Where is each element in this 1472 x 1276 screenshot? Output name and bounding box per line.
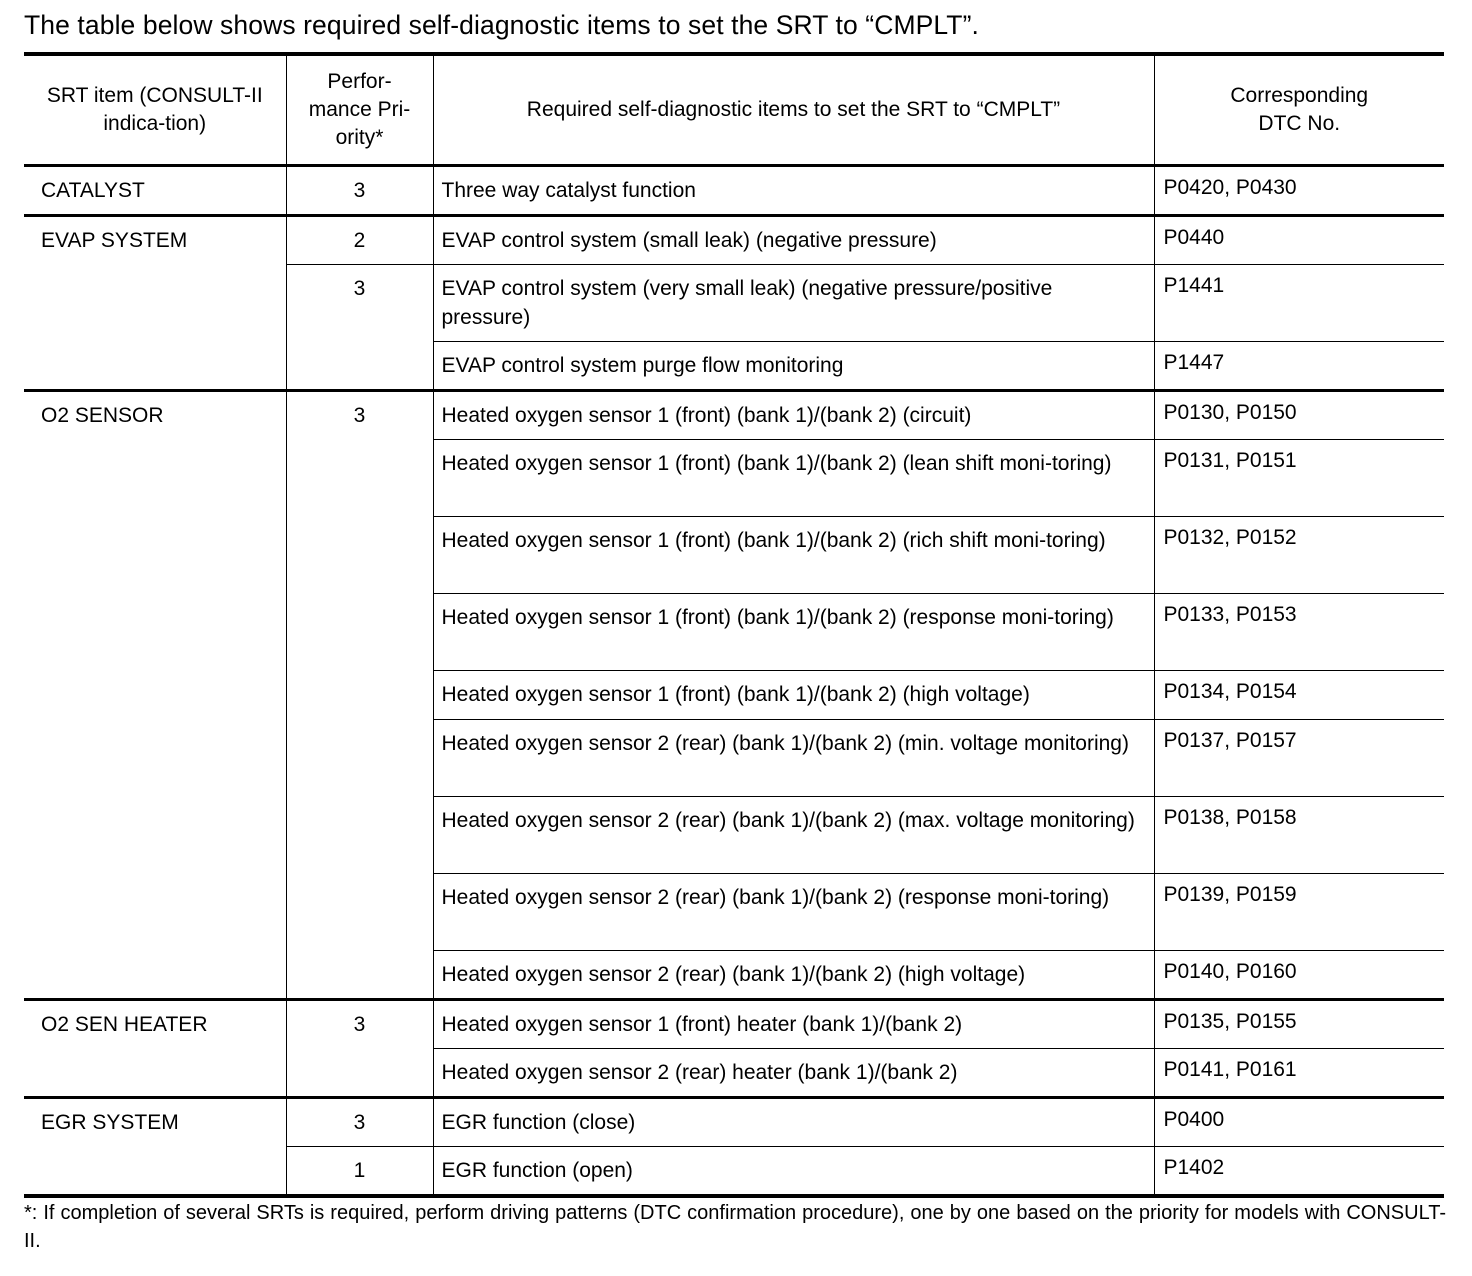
priority-cell: 3 xyxy=(286,265,433,391)
group-o2-sen-heater xyxy=(24,1000,1444,1098)
dtc-cell: P1402 xyxy=(1154,1147,1444,1197)
dtc-cell: P0141, P0161 xyxy=(1154,1049,1444,1098)
required-item-cell: Heated oxygen sensor 2 (rear) (bank 1)/(bank 2) (min. voltage monitoring) xyxy=(433,720,1154,797)
required-item-cell: Heated oxygen sensor 1 (front) (bank 1)/(bank 2) (response moni-toring) xyxy=(433,594,1154,671)
priority-cell: 2 xyxy=(286,216,433,265)
dtc-cell: P0137, P0157 xyxy=(1154,720,1444,797)
intro-text: The table below shows required self-diagnostic items to set the SRT to “CMPLT”. xyxy=(24,10,979,40)
dtc-cell: P0420, P0430 xyxy=(1154,166,1444,216)
required-item-cell: Heated oxygen sensor 2 (rear) (bank 1)/(bank 2) (max. voltage monitoring) xyxy=(433,797,1154,874)
priority-cell: 3 xyxy=(286,166,433,216)
srt-item-cell: O2 SENSOR xyxy=(24,391,286,1000)
footnote: *: If completion of several SRTs is required, perform driving patterns (DTC confirmation procedure), one by one based on the priority for models with CONSULT-II. xyxy=(24,1202,1446,1252)
dtc-cell: P0138, P0158 xyxy=(1154,797,1444,874)
required-item-cell: EVAP control system (small leak) (negative pressure) xyxy=(433,216,1154,265)
srt-item-cell: EGR SYSTEM xyxy=(24,1098,286,1197)
dtc-cell: P0130, P0150 xyxy=(1154,391,1444,440)
required-item-cell: EVAP control system purge flow monitoring xyxy=(433,342,1154,391)
required-item-cell: Heated oxygen sensor 1 (front) (bank 1)/(bank 2) (lean shift moni-toring) xyxy=(433,440,1154,517)
priority-cell: 1 xyxy=(286,1147,433,1197)
srt-item-cell: CATALYST xyxy=(24,166,286,216)
header-required: Required self-diagnostic items to set the SRT to “CMPLT” xyxy=(433,54,1154,166)
required-item-cell: EGR function (open) xyxy=(433,1147,1154,1197)
dtc-cell: P0400 xyxy=(1154,1098,1444,1147)
dtc-cell: P0139, P0159 xyxy=(1154,874,1444,951)
required-item-cell: Heated oxygen sensor 1 (front) (bank 1)/(bank 2) (circuit) xyxy=(433,391,1154,440)
header-priority: Perfor-mance Pri-ority* xyxy=(286,54,433,166)
table-row xyxy=(24,1098,1444,1147)
dtc-cell: P1447 xyxy=(1154,342,1444,391)
group-evap xyxy=(24,216,1444,391)
dtc-cell: P1441 xyxy=(1154,265,1444,342)
dtc-cell: P0440 xyxy=(1154,216,1444,265)
group-catalyst xyxy=(24,166,1444,216)
required-item-cell: Heated oxygen sensor 1 (front) heater (bank 1)/(bank 2) xyxy=(433,1000,1154,1049)
required-item-cell: Heated oxygen sensor 2 (rear) (bank 1)/(bank 2) (response moni-toring) xyxy=(433,874,1154,951)
group-o2-sensor xyxy=(24,391,1444,1000)
required-item-cell: EGR function (close) xyxy=(433,1098,1154,1147)
table-row xyxy=(24,216,1444,265)
header-dtc: Corresponding DTC No. xyxy=(1154,54,1444,166)
dtc-cell: P0134, P0154 xyxy=(1154,671,1444,720)
group-egr-system xyxy=(24,1098,1444,1197)
srt-item-cell: EVAP SYSTEM xyxy=(24,216,286,391)
priority-cell: 3 xyxy=(286,391,433,1000)
table-row xyxy=(24,166,1444,216)
dtc-cell: P0132, P0152 xyxy=(1154,517,1444,594)
table-row xyxy=(24,1000,1444,1049)
srt-table xyxy=(24,52,1444,1198)
required-item-cell: Heated oxygen sensor 1 (front) (bank 1)/(bank 2) (rich shift moni-toring) xyxy=(433,517,1154,594)
header-srt-item: SRT item (CONSULT-II indica-tion) xyxy=(24,54,286,166)
header-row xyxy=(24,54,1444,166)
srt-item-cell: O2 SEN HEATER xyxy=(24,1000,286,1098)
dtc-cell: P0140, P0160 xyxy=(1154,951,1444,1000)
dtc-cell: P0131, P0151 xyxy=(1154,440,1444,517)
dtc-cell: P0133, P0153 xyxy=(1154,594,1444,671)
required-item-cell: EVAP control system (very small leak) (negative pressure/positive pressure) xyxy=(433,265,1154,342)
required-item-cell: Heated oxygen sensor 1 (front) (bank 1)/(bank 2) (high voltage) xyxy=(433,671,1154,720)
priority-cell: 3 xyxy=(286,1000,433,1098)
priority-cell: 3 xyxy=(286,1098,433,1147)
required-item-cell: Three way catalyst function xyxy=(433,166,1154,216)
required-item-cell: Heated oxygen sensor 2 (rear) (bank 1)/(bank 2) (high voltage) xyxy=(433,951,1154,1000)
table-row xyxy=(24,391,1444,440)
dtc-cell: P0135, P0155 xyxy=(1154,1000,1444,1049)
required-item-cell: Heated oxygen sensor 2 (rear) heater (bank 1)/(bank 2) xyxy=(433,1049,1154,1098)
